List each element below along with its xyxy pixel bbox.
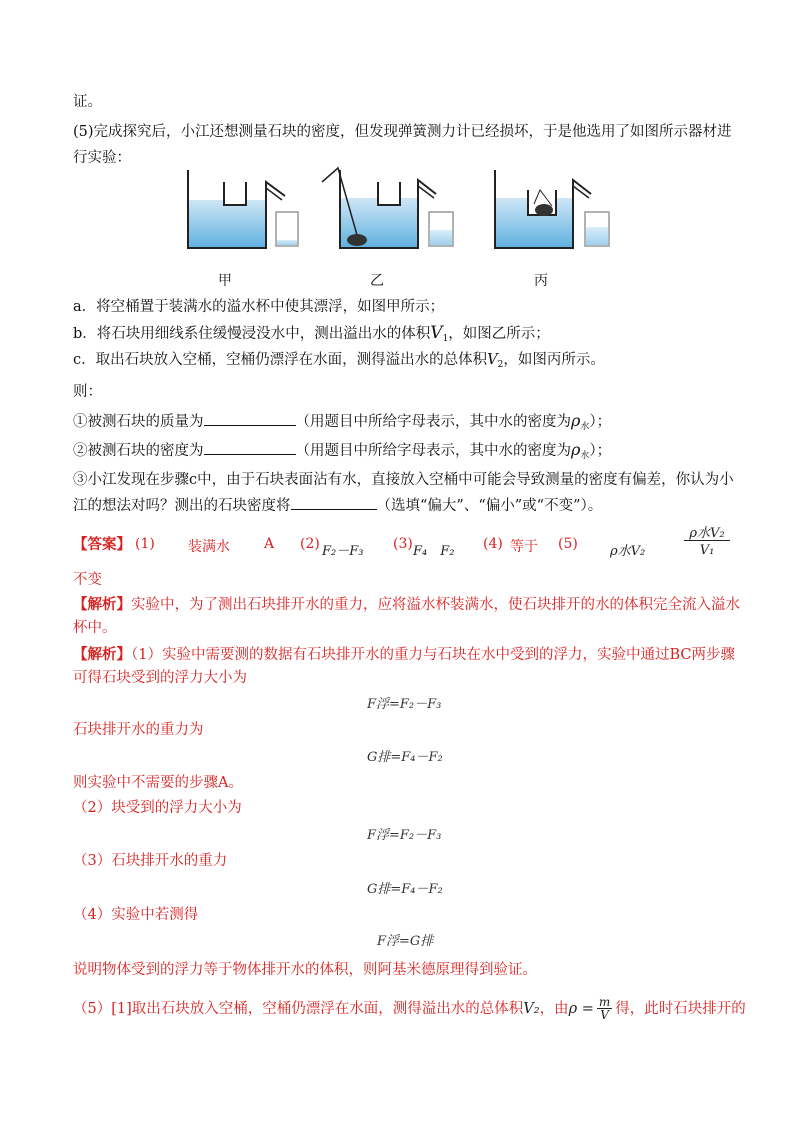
question-2 (73, 440, 611, 466)
answer-2-expr: F₂－F₃ (322, 544, 364, 559)
q1-text: ①被测石块的质量为 (73, 414, 204, 430)
rho-sub: 水 (580, 451, 590, 461)
formula-displaced-weight: G排=F₄－F₂ (367, 750, 443, 765)
formula-archimedes: F浮=G排 (377, 934, 434, 949)
step-c-end: ，如图丙所示。 (503, 352, 605, 368)
answer-3-num: (3) (393, 536, 413, 552)
analysis-p5: （2）块受到的浮力大小为 (73, 800, 242, 816)
text-line: 行实验： (73, 150, 131, 166)
figure-label-bing: 丙 (534, 273, 548, 289)
answer-blank-2[interactable] (204, 440, 296, 455)
answer-3-expr: F₄ F₂ (413, 544, 455, 559)
analysis-p1-line2: 杯中。 (73, 620, 117, 636)
answer-label: 【答案】 (73, 536, 131, 553)
answer-blank-3[interactable] (291, 495, 377, 510)
answer-2-num: (2) (300, 536, 320, 552)
q3-options: （选填“偏大”、“偏小”或“不变”）。 (376, 498, 603, 514)
setup-yi (322, 168, 453, 248)
q2-end: ）； (589, 443, 612, 459)
density-fraction (597, 996, 612, 1022)
analysis-text: （1）实验中需要测的数据有石块排开水的重力与石块在水中受到的浮力，实验中通过BC两步骤 (131, 647, 735, 663)
analysis-p9-text: （5）[1]取出石块放入空桶，空桶仍漂浮在水面，测得溢出水的总体积 (73, 1001, 524, 1017)
rho-symbol: ρ (571, 411, 581, 430)
figure-label-yi: 乙 (370, 273, 384, 289)
question-3-line-1: ③小江发现在步骤c中，由于石块表面沾有水，直接放入空桶中可能会导致测量的密度有偏差，你认为小 (73, 472, 734, 488)
step-b (73, 323, 550, 349)
analysis-p7: （4）实验中若测得 (73, 907, 199, 923)
figure-label-jia: 甲 (218, 273, 232, 289)
answer-1-value: 装满水 (188, 539, 230, 555)
answer-1-num: (1) (135, 536, 155, 552)
formula-buoyancy: F浮=F₂－F₃ (367, 697, 442, 712)
answer-6: 不变 (73, 572, 102, 588)
setup-bing (495, 170, 609, 248)
analysis-p1 (73, 595, 740, 615)
var-v2: V (487, 352, 498, 368)
answer-1-choice: A (264, 536, 275, 552)
rho-symbol: ρ (571, 440, 581, 459)
analysis-label: 【解析】 (73, 596, 131, 613)
analysis-text: 实验中，为了测出石块排开水的重力，应将溢水杯装满水，使石块排开的水的体积完全流入溢水 (131, 597, 740, 613)
answer-line (73, 535, 131, 555)
answer-5-mass: ρ水V₂ (610, 544, 646, 559)
analysis-p6: （3）石块排开水的重力 (73, 853, 228, 869)
var-v1-sub: 1 (442, 334, 449, 344)
answer-5-density-den: V₁ (699, 543, 715, 558)
var-v2: V₂ (523, 1001, 540, 1017)
q1-note: （用题目中所给字母表示，其中水的密度为 (295, 414, 571, 430)
setup-jia (188, 170, 298, 248)
q3-text: 江的想法对吗？测出的石块密度将 (73, 498, 291, 514)
answer-blank-1[interactable] (204, 411, 296, 426)
var-v1: V (430, 323, 443, 343)
answer-4-num: (4) (483, 536, 503, 552)
rho-equals: ρ = (568, 1001, 594, 1017)
formula-buoyancy-2: F浮=F₂－F₃ (367, 828, 442, 843)
analysis-p3: 石块排开水的重力为 (73, 722, 204, 738)
formula-displaced-weight-2: G排=F₄－F₂ (367, 882, 443, 897)
answer-5-density-num: ρ水V₂ (689, 526, 725, 541)
text-line: (5)完成探究后，小江还想测量石块的密度，但发现弹簧测力计已经损坏，于是他选用了如图所示器材进 (73, 124, 732, 140)
fraction-numerator: m (598, 995, 611, 1009)
analysis-p9-mid: ，由 (539, 1001, 569, 1017)
analysis-p9 (73, 996, 746, 1022)
question-3-line-2 (73, 495, 602, 516)
analysis-p8: 说明物体受到的浮力等于物体排开水的体积，则阿基米德原理得到验证。 (73, 962, 537, 978)
text-line: 证。 (73, 94, 102, 110)
then-label: 则： (73, 384, 102, 400)
analysis-label: 【解析】 (73, 646, 131, 663)
answer-4-value: 等于 (510, 539, 538, 555)
step-c-text: c．取出石块放入空桶，空桶仍漂浮在水面，测得溢出水的总体积 (73, 352, 488, 368)
analysis-p4: 则实验中不需要的步骤A。 (73, 775, 243, 791)
q1-end: ）； (589, 414, 612, 430)
question-1 (73, 411, 611, 437)
analysis-p2-line2: 可得石块受到的浮力大小为 (73, 670, 247, 686)
rho-sub: 水 (580, 422, 590, 432)
q2-note: （用题目中所给字母表示，其中水的密度为 (295, 443, 571, 459)
answer-5-num: (5) (558, 536, 578, 552)
fraction-denominator: V (600, 1008, 609, 1022)
var-v2-sub: 2 (497, 360, 504, 370)
analysis-p2 (73, 645, 735, 665)
analysis-p9-end: 得，此时石块排开的 (615, 1001, 746, 1017)
q2-text: ②被测石块的密度为 (73, 443, 204, 459)
step-c (73, 350, 605, 375)
step-b-text: b．将石块用细线系住缓慢浸没水中，测出溢出水的体积 (73, 326, 431, 342)
experiment-figure (0, 160, 800, 265)
step-a: a．将空桶置于装满水的溢水杯中使其漂浮，如图甲所示； (73, 299, 445, 315)
step-b-end: ，如图乙所示； (448, 326, 550, 342)
fraction-bar (684, 540, 730, 541)
